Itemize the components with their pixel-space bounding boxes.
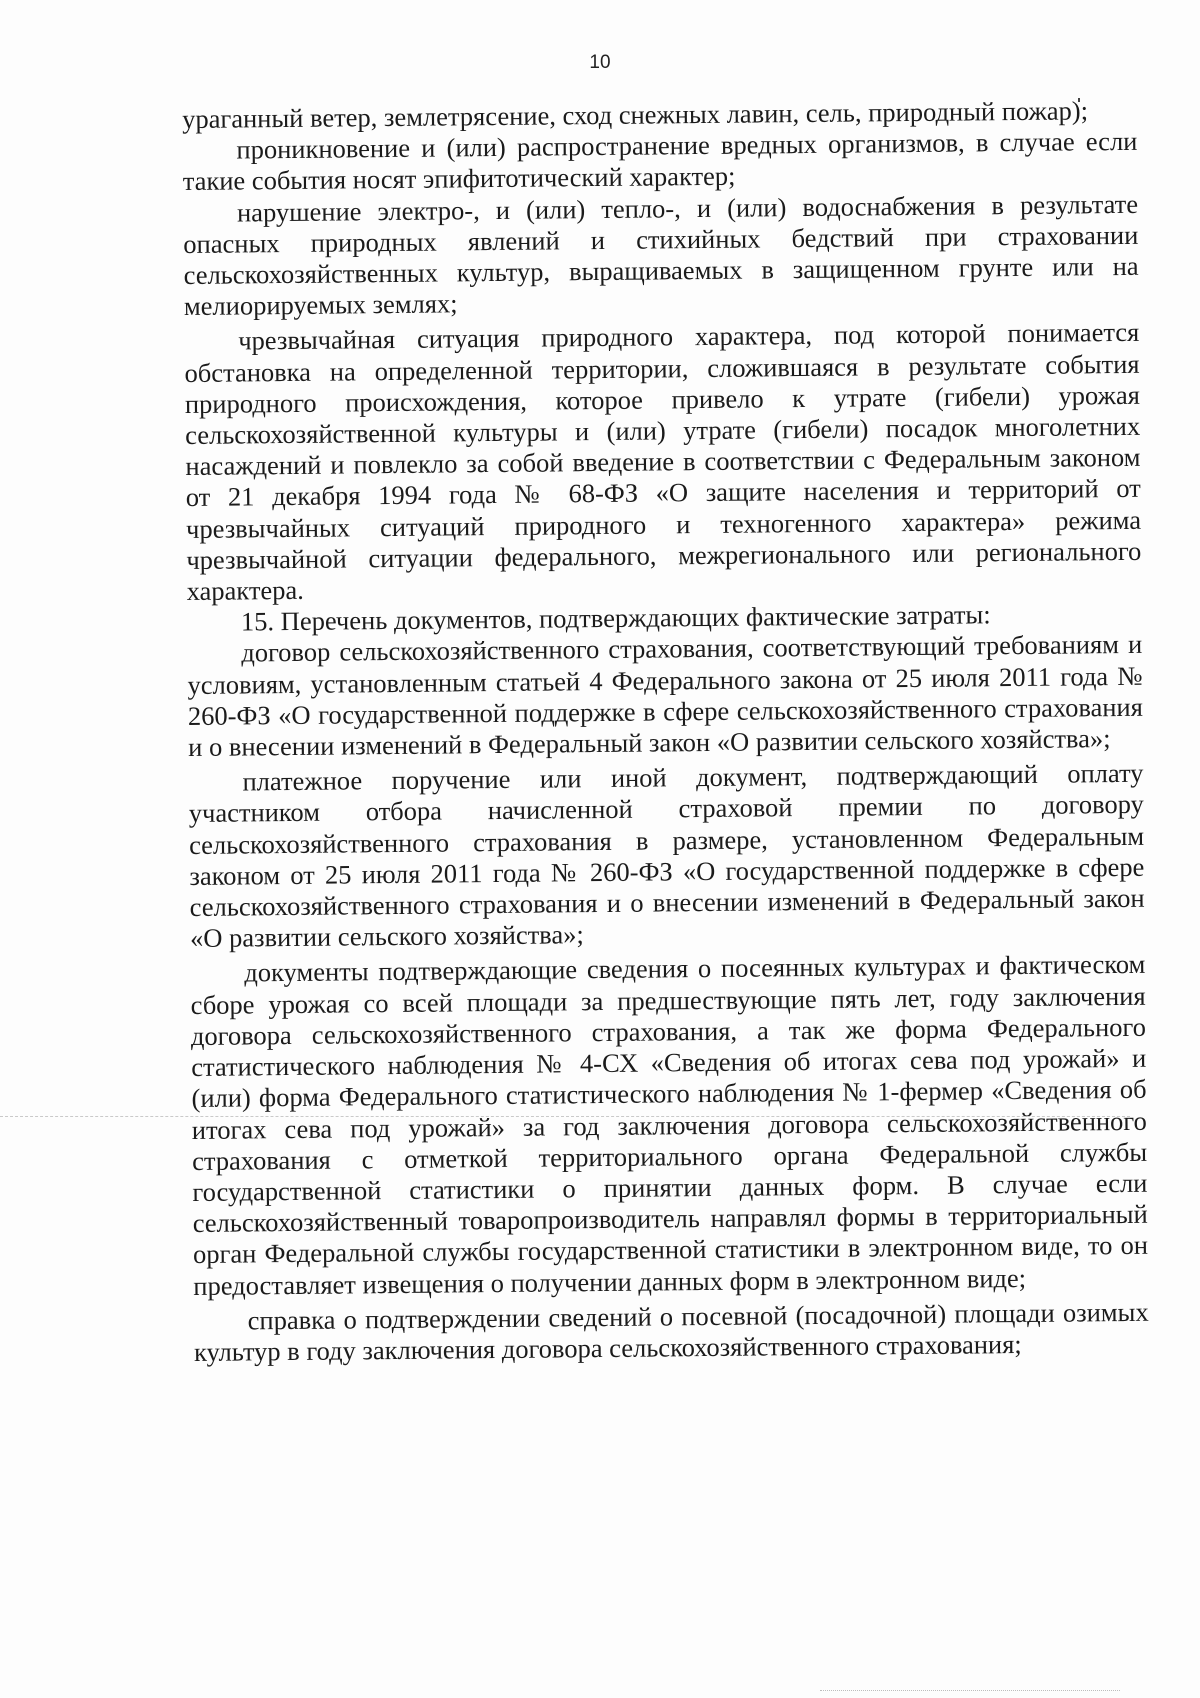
scan-artifact-line [0, 1116, 1130, 1117]
paragraph: чрезвычайная ситуация природного характера, под которой понимается обстановка на определенной территории, сложившаяся в результате события природного происхождения, которое привело к утрате (гибели) урожая сельскохозяйственной культуры и (или) утрате (гибели) посадок многолетних насаждений и повлекло за собой введение в соответствии с Федеральным законом от 21 декабря 1994 года № 68-ФЗ «О защите населения и территорий от чрезвычайных ситуаций природного и техногенного характера» режима чрезвычайной ситуации федерального, межрегионального или регионального характера. [184, 317, 1142, 607]
paragraph: нарушение электро-, и (или) тепло-, и (или) водоснабжения в результате опасных природных явлений и стихийных бедствий при страховании сельскохозяйственных культур, выращиваемых в защищенном грунте или на мелиорируемых землях; [183, 188, 1139, 322]
document-body [182, 95, 1149, 1368]
paragraph-continuation: ураганный ветер, землетрясение, сход снежных лавин, сель, природный пожар); [182, 95, 1089, 134]
section-heading: 15. Перечень документов, подтверждающих фактические затраты: [240, 599, 991, 637]
page-number: 10 [589, 52, 611, 73]
paragraph: платежное поручение или иной документ, подтверждающий оплату участником отбора начисленной страховой премии по договору сельскохозяйственного страхования в размере, установленном Федеральным законом от 25 июля 2011 года № 260-ФЗ «О государственной поддержке в сфере сельскохозяйственного страхования и о внесении изменений в Федеральный закон «О развитии сельского хозяйства»; [188, 758, 1145, 954]
scan-artifact-line-bottom [820, 1690, 1120, 1691]
paragraph: справка о подтверждении сведений о посевной (посадочной) площади озимых культур в году заключения договора сельскохозяйственного страхования; [193, 1296, 1149, 1367]
paragraph: проникновение и (или) распространение вредных организмов, в случае если такие события носят эпифитотический характер; [182, 126, 1138, 197]
paragraph: документы подтверждающие сведения о посеянных культурах и фактическом сборе урожая со всей площади за предшествующие пять лет, году заключения договора сельскохозяйственного страхования, а так же форма Федерального статистического наблюдения № 4-СХ «Сведения об итогах сева под урожай» и (или) форма Федерального статистического наблюдения № 1-фермер «Сведения об итогах сева под урожай» за год заключения договора сельскохозяйственного страхования с отметкой территориального органа Федеральной службы государственной статистики о принятии данных форм. В случае если сельскохозяйственный товаропроизводитель направлял формы в территориальный орган Федеральной службы государственной статистики в электронном виде, то он предоставляет извещения о получении данных форм в электронном виде; [190, 949, 1149, 1301]
paragraph: договор сельскохозяйственного страхования, соответствующий требованиям и условиям, установленным статьей 4 Федерального закона от 25 июля 2011 года № 260-ФЗ «О государственной поддержке в сфере сельскохозяйственного страхования и о внесении изменений в Федеральный закон «О развитии сельского хозяйства»; [187, 629, 1143, 763]
